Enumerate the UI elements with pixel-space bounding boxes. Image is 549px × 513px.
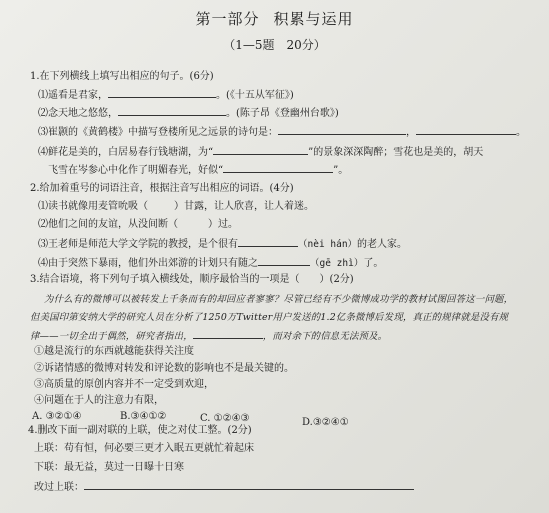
q2-item-3: ⑶王老师是师范大学文学院的教授，是个很有 （nèi hán）的老人家。	[38, 239, 408, 250]
q4-stem: 4.删改下面一副对联的上联，使之对仗工整。(2分)	[28, 425, 252, 436]
q3-sentence-1: ①越是流行的东西就越能获得关注度	[34, 346, 194, 357]
answer-blank[interactable]	[416, 125, 516, 135]
q3-sentence-3: ③高质量的原创内容并不一定受到欢迎，	[34, 379, 214, 390]
q3-option-a[interactable]: A. ③②①④	[32, 411, 82, 422]
q4-revised-upper: 改过上联：	[34, 480, 414, 494]
q3-sentence-2: ②诉诸情感的微博对转发和评论数的影响也不是最关键的。	[34, 363, 294, 374]
q3-passage-1: 为什么有的微博可以被转发上千条而有的却回应者寥寥？尽管已经有不少微博成功学的教材试图回答这一问题，	[44, 294, 514, 305]
q3-passage-3: 律——一切全出于偶然，研究者指出， ，而对余下的信息无法预及。	[30, 331, 388, 342]
answer-blank[interactable]	[278, 125, 406, 135]
answer-blank[interactable]	[118, 106, 226, 116]
answer-blank[interactable]	[213, 145, 308, 155]
q1-item-4-cont: 飞雪在岑参心中化作了明媚春光，好似“ ”。	[48, 165, 349, 176]
answer-blank[interactable]	[108, 88, 216, 98]
answer-blank[interactable]	[84, 480, 414, 490]
q2-stem: 2.给加着重号的词语注音，根据注音写出相应的词语。(4分)	[30, 183, 294, 194]
answer-blank[interactable]	[223, 163, 333, 173]
q3-option-c[interactable]: C. ①②④③	[200, 413, 250, 424]
q3-option-b[interactable]: B.③④①②	[120, 411, 167, 422]
q1-item-3: ⑶崔颢的《黄鹤楼》中描写登楼所见之远景的诗句是： ， 。	[38, 127, 526, 138]
q1-item-4: ⑷鲜花是美的，白居易春行钱塘湖，为“ ”的景象深深陶醉；雪花也是美的，胡天	[38, 147, 484, 158]
answer-blank[interactable]	[238, 237, 298, 247]
part-label: 第一部分	[195, 10, 260, 28]
section-title: 积累与运用	[273, 10, 354, 28]
q1-item-1: ⑴遥看是君家， 。(《十五从军征》)	[38, 90, 294, 101]
q2-item-2: ⑵他们之间的友谊，从没间断（ ）过。	[38, 219, 238, 230]
q1-stem: 1.在下列横线上填写出相应的句子。(6分)	[30, 71, 214, 82]
answer-blank[interactable]	[258, 256, 310, 266]
q3-stem: 3.结合语境，将下列句子填入横线处，顺序最恰当的一项是（ ）(2分)	[30, 274, 354, 285]
q2-item-4: ⑷由于突然下暴雨，他们外出郊游的计划只有随之 （gē zhì）了。	[38, 258, 384, 269]
q3-passage-2: 但美国印第安纳大学的研究人员在分析了1250万Twitter用户发送的1.2亿条微博后发现，真正的规律就是没有规	[30, 312, 509, 323]
page-title	[0, 8, 549, 29]
q3-option-d[interactable]: D.③②④①	[302, 417, 349, 428]
score-range: （1—5题 20分）	[223, 38, 326, 52]
q4-lower-couplet: 下联：最无益，莫过一日曝十日寒	[34, 462, 184, 473]
answer-blank[interactable]	[193, 329, 263, 339]
q1-item-2: ⑵念天地之悠悠， 。(陈子昂《登幽州台歌》)	[38, 108, 339, 119]
q4-upper-couplet: 上联：苟有恒，何必要三更才入眠五更就忙着起床	[34, 443, 254, 454]
q3-sentence-4: ④问题在于人的注意力有限，	[34, 395, 164, 406]
q2-item-1: ⑴读书就像用麦管吮吸（ ）甘露，让人欣喜，让人着迷。	[38, 201, 314, 212]
